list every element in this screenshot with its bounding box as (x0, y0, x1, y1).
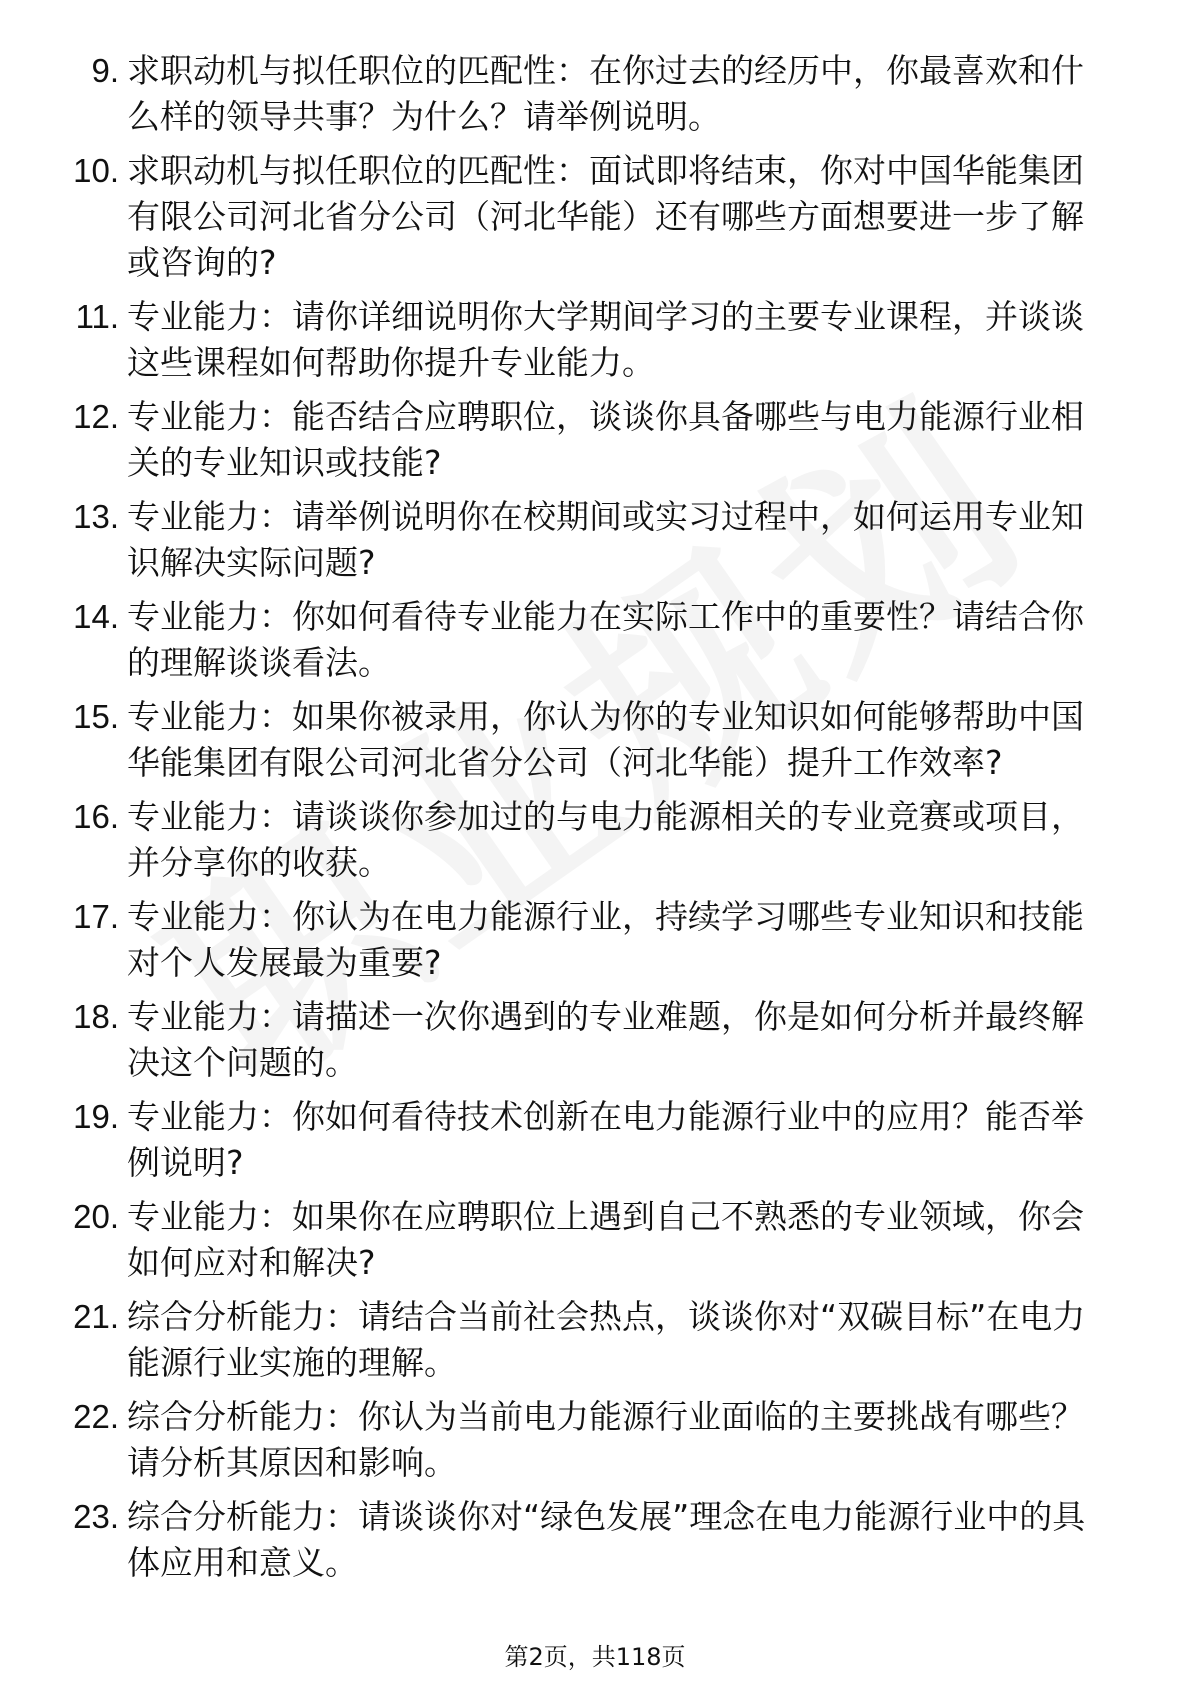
question-item (73, 1494, 1107, 1586)
question-text: 综合分析能力：请谈谈你对“绿色发展”理念在电力能源行业中的具体应用和意义。 (127, 1497, 1086, 1582)
question-text: 综合分析能力：你认为当前电力能源行业面临的主要挑战有哪些？请分析其原因和影响。 (127, 1397, 1084, 1482)
question-number: 21. (73, 1298, 119, 1335)
question-text: 专业能力：如果你在应聘职位上遇到自己不熟悉的专业领域，你会如何应对和解决? (127, 1197, 1084, 1282)
question-item (73, 894, 1107, 986)
question-text: 专业能力：请描述一次你遇到的专业难题，你是如何分析并最终解决这个问题的。 (127, 997, 1084, 1082)
question-number: 10. (73, 152, 119, 189)
question-item (91, 48, 1107, 140)
question-text: 专业能力：你如何看待技术创新在电力能源行业中的应用？能否举例说明? (127, 1097, 1084, 1182)
question-number: 9. (91, 52, 119, 89)
question-text: 综合分析能力：请结合当前社会热点，谈谈你对“双碳目标”在电力能源行业实施的理解。 (127, 1297, 1086, 1382)
question-number: 19. (73, 1098, 119, 1135)
question-number: 14. (73, 598, 119, 635)
question-item (73, 694, 1107, 786)
question-item (73, 494, 1107, 586)
question-item (73, 1094, 1107, 1186)
question-item (73, 148, 1107, 286)
question-item (73, 1294, 1107, 1386)
question-text: 专业能力：请谈谈你参加过的与电力能源相关的专业竞赛或项目，并分享你的收获。 (127, 797, 1084, 882)
question-number: 17. (73, 898, 119, 935)
question-number: 16. (73, 798, 119, 835)
question-number: 15. (73, 698, 119, 735)
page-footer: 第2页，共118页 (504, 1643, 686, 1671)
question-text: 专业能力：你如何看待专业能力在实际工作中的重要性？请结合你的理解谈谈看法。 (127, 597, 1084, 682)
question-item (73, 994, 1107, 1086)
question-text: 专业能力：能否结合应聘职位，谈谈你具备哪些与电力能源行业相关的专业知识或技能? (127, 397, 1084, 482)
question-text: 专业能力：请举例说明你在校期间或实习过程中，如何运用专业知识解决实际问题? (127, 497, 1084, 582)
question-text: 专业能力：如果你被录用，你认为你的专业知识如何能够帮助中国华能集团有限公司河北省分公司（河北华能）提升工作效率? (127, 697, 1084, 782)
question-number: 23. (73, 1498, 119, 1535)
question-item (73, 394, 1107, 486)
question-item (73, 1194, 1107, 1286)
question-text: 专业能力：你认为在电力能源行业，持续学习哪些专业知识和技能对个人发展最为重要? (127, 897, 1084, 982)
question-number: 22. (73, 1398, 119, 1435)
question-text: 专业能力：请你详细说明你大学期间学习的主要专业课程，并谈谈这些课程如何帮助你提升专业能力。 (127, 297, 1084, 382)
question-list (0, 48, 1190, 1594)
question-item (73, 594, 1107, 686)
question-number: 12. (73, 398, 119, 435)
question-item (75, 294, 1107, 386)
question-text: 求职动机与拟任职位的匹配性：在你过去的经历中，你最喜欢和什么样的领导共事？为什么？请举例说明。 (127, 51, 1084, 136)
question-number: 13. (73, 498, 119, 535)
question-text: 求职动机与拟任职位的匹配性：面试即将结束，你对中国华能集团有限公司河北省分公司（河北华能）还有哪些方面想要进一步了解或咨询的? (127, 151, 1084, 282)
question-number: 18. (73, 998, 119, 1035)
question-item (73, 794, 1107, 886)
question-number: 11. (75, 298, 119, 335)
question-number: 20. (73, 1198, 119, 1235)
question-item (73, 1394, 1107, 1486)
